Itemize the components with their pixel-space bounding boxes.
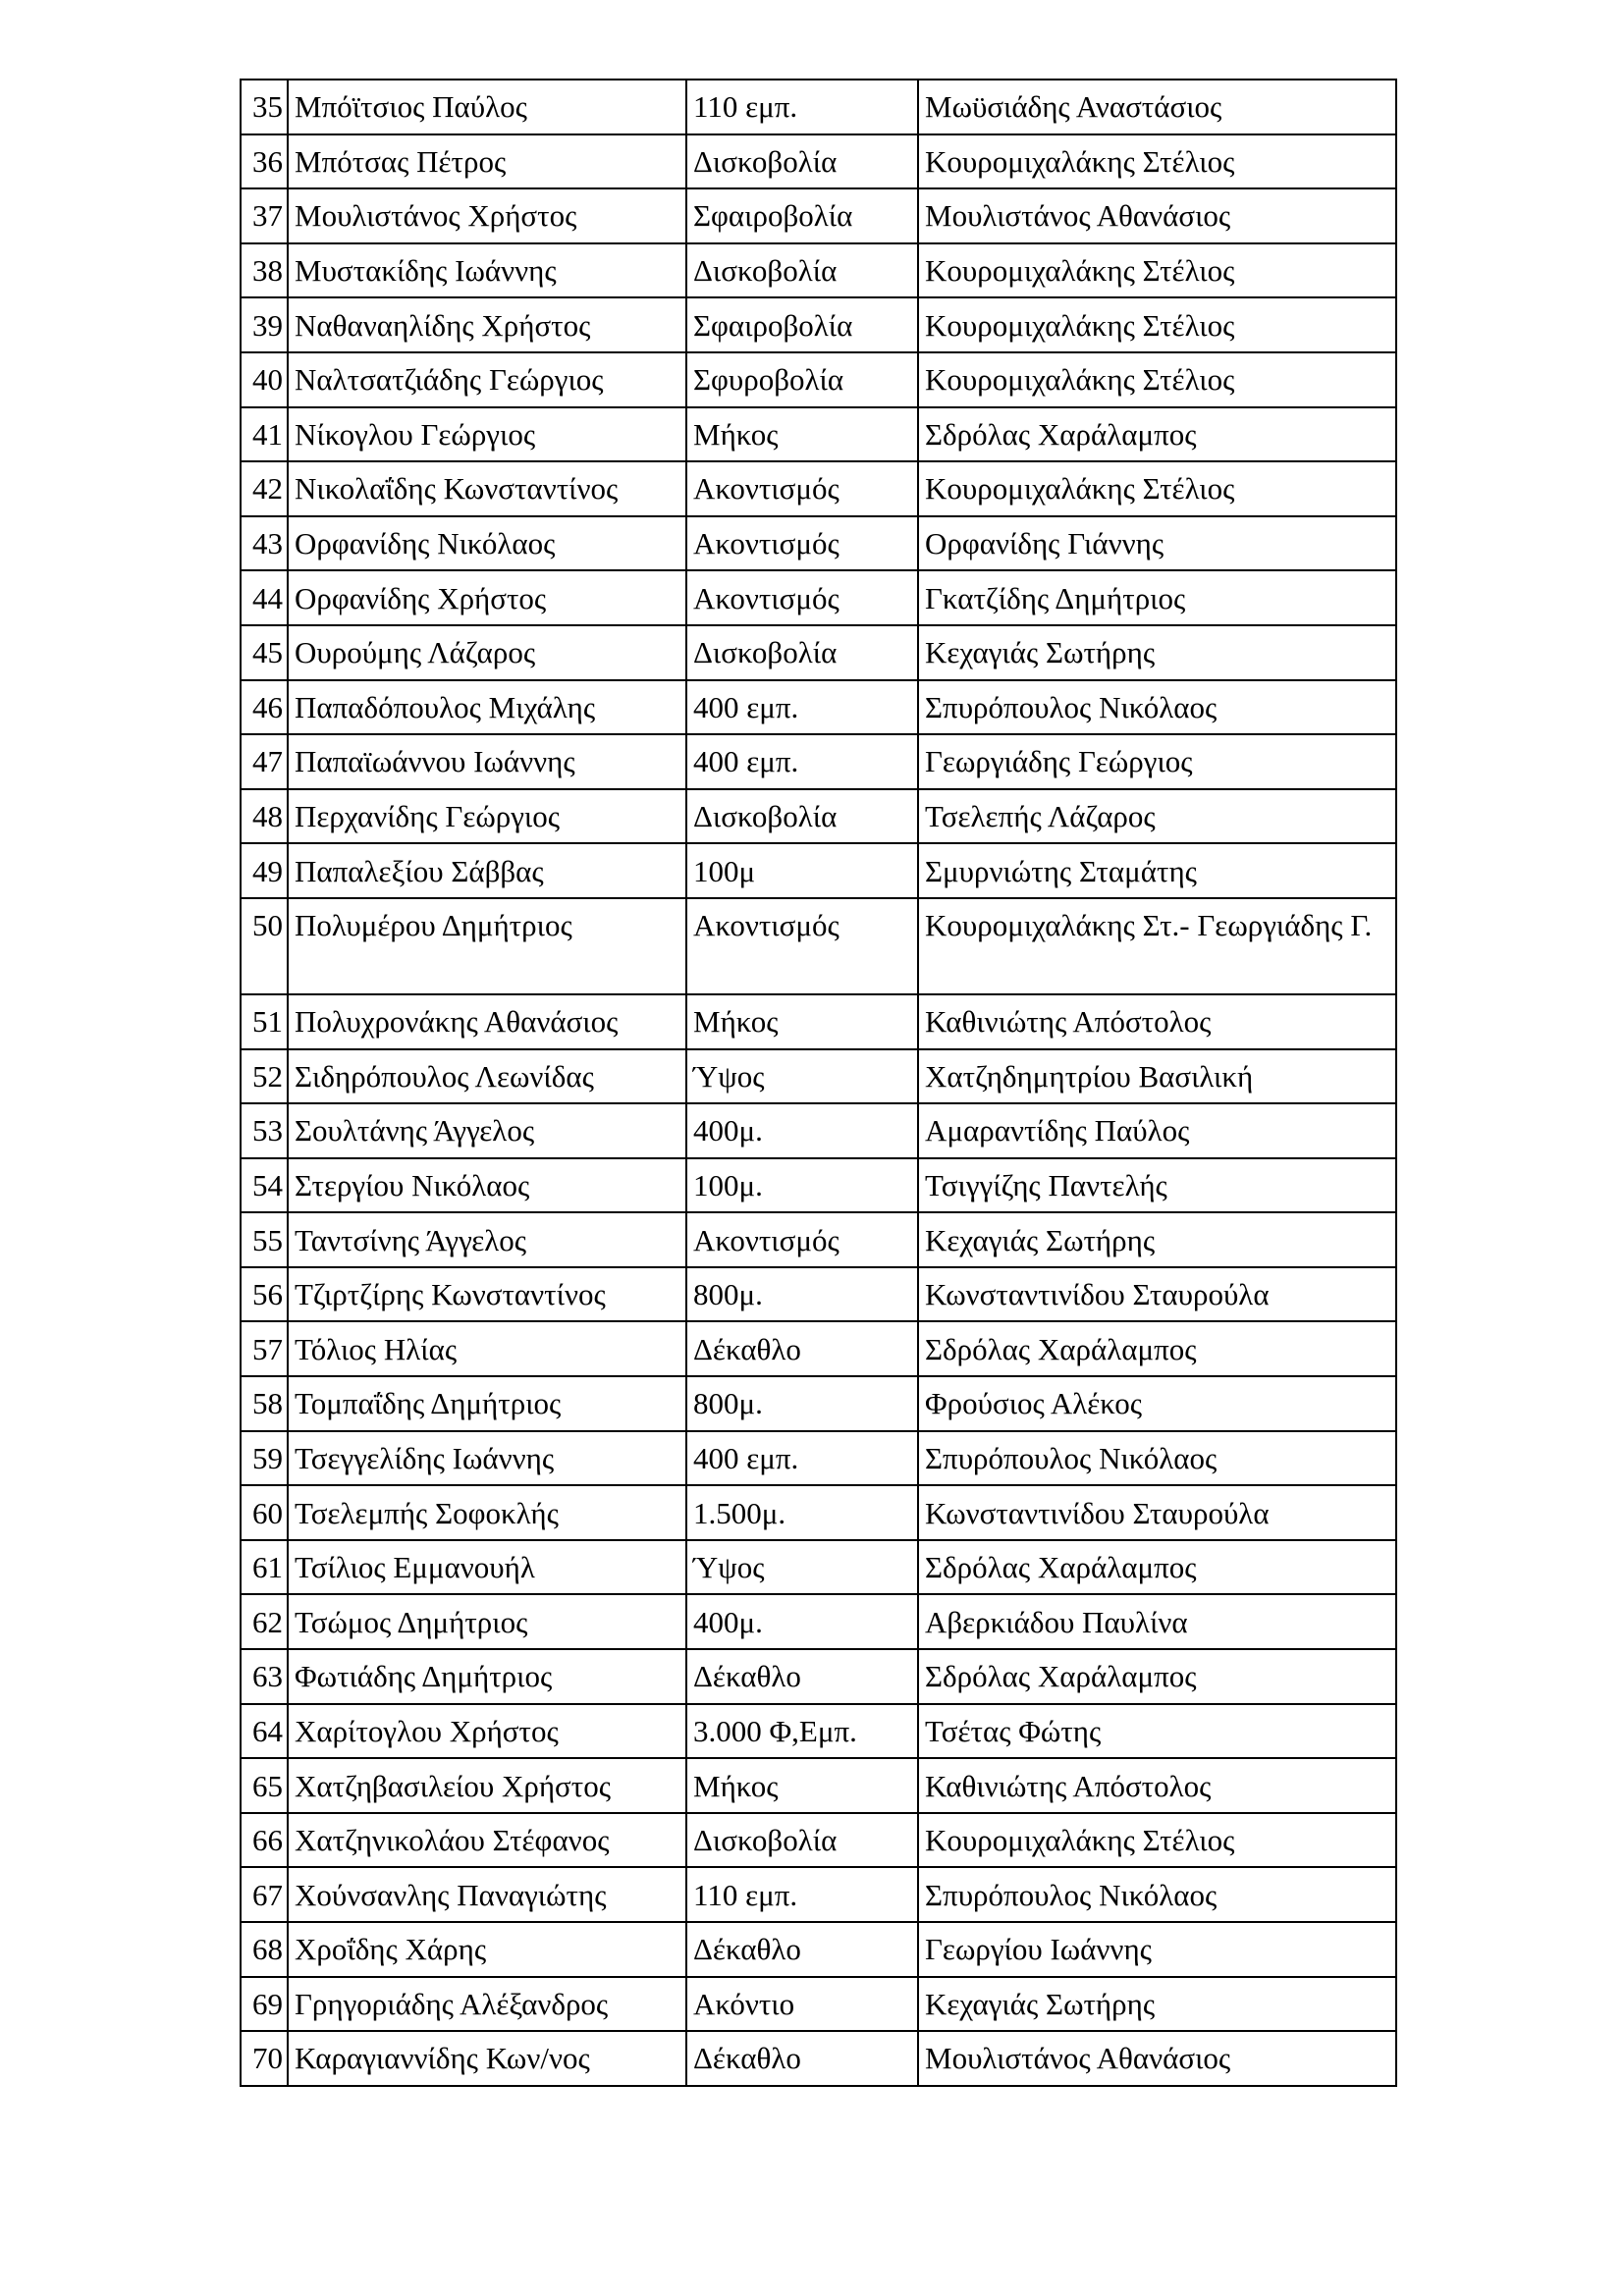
row-number: 56 [241, 1267, 288, 1322]
athlete-name: Ουρούμης Λάζαρος [288, 625, 686, 680]
athletes-table [240, 79, 1397, 2087]
coach-name: Τσελεπής Λάζαρος [918, 789, 1396, 844]
event-name: 1.500μ. [686, 1485, 918, 1540]
athlete-name: Τσελεμπής Σοφοκλής [288, 1485, 686, 1540]
coach-name: Κουρομιχαλάκης Στέλιος [918, 243, 1396, 298]
table-row [241, 1267, 1396, 1322]
row-number: 63 [241, 1649, 288, 1704]
athlete-name: Παπαϊωάννου Ιωάννης [288, 734, 686, 789]
row-number: 42 [241, 461, 288, 516]
table-row [241, 1485, 1396, 1540]
event-name: 3.000 Φ,Εμπ. [686, 1704, 918, 1759]
athlete-name: Ταντσίνης Άγγελος [288, 1212, 686, 1267]
athlete-name: Τζιρτζίρης Κωνσταντίνος [288, 1267, 686, 1322]
athlete-name: Πολυμέρου Δημήτριος [288, 898, 686, 994]
table-row [241, 1321, 1396, 1376]
table-row [241, 1212, 1396, 1267]
event-name: Δέκαθλο [686, 1649, 918, 1704]
table-row [241, 1540, 1396, 1595]
event-name: 100μ. [686, 1158, 918, 1213]
event-name: Ακοντισμός [686, 516, 918, 571]
row-number: 69 [241, 1977, 288, 2032]
coach-name: Σπυρόπουλος Νικόλαος [918, 1867, 1396, 1922]
table-row [241, 1594, 1396, 1649]
event-name: Ύψος [686, 1049, 918, 1104]
table-row [241, 1431, 1396, 1486]
table-row [241, 1922, 1396, 1977]
row-number: 50 [241, 898, 288, 994]
athlete-name: Περχανίδης Γεώργιος [288, 789, 686, 844]
coach-name: Σδρόλας Χαράλαμπος [918, 407, 1396, 462]
table-row [241, 680, 1396, 735]
event-name: Ακόντιο [686, 1977, 918, 2032]
coach-name: Κωνσταντινίδου Σταυρούλα [918, 1485, 1396, 1540]
coach-name: Κουρομιχαλάκης Στ.- Γεωργιάδης Γ. [918, 898, 1396, 994]
event-name: Δέκαθλο [686, 1321, 918, 1376]
coach-name: Κωνσταντινίδου Σταυρούλα [918, 1267, 1396, 1322]
event-name: Δέκαθλο [686, 2031, 918, 2086]
table-row [241, 516, 1396, 571]
athlete-name: Χούνσανλης Παναγιώτης [288, 1867, 686, 1922]
event-name: 800μ. [686, 1267, 918, 1322]
row-number: 43 [241, 516, 288, 571]
event-name: Δέκαθλο [686, 1922, 918, 1977]
row-number: 52 [241, 1049, 288, 1104]
event-name: Ακοντισμός [686, 1212, 918, 1267]
table-row [241, 1758, 1396, 1813]
coach-name: Σπυρόπουλος Νικόλαος [918, 1431, 1396, 1486]
coach-name: Σπυρόπουλος Νικόλαος [918, 680, 1396, 735]
row-number: 54 [241, 1158, 288, 1213]
coach-name: Αβερκιάδου Παυλίνα [918, 1594, 1396, 1649]
athlete-name: Παπαλεξίου Σάββας [288, 843, 686, 898]
row-number: 41 [241, 407, 288, 462]
coach-name: Κουρομιχαλάκης Στέλιος [918, 461, 1396, 516]
row-number: 60 [241, 1485, 288, 1540]
athlete-name: Ναλτσατζιάδης Γεώργιος [288, 352, 686, 407]
athlete-name: Μπότσας Πέτρος [288, 134, 686, 189]
row-number: 44 [241, 570, 288, 625]
athlete-name: Μουλιστάνος Χρήστος [288, 188, 686, 243]
athlete-name: Σιδηρόπουλος Λεωνίδας [288, 1049, 686, 1104]
row-number: 65 [241, 1758, 288, 1813]
row-number: 45 [241, 625, 288, 680]
event-name: Ύψος [686, 1540, 918, 1595]
row-number: 48 [241, 789, 288, 844]
athlete-name: Στεργίου Νικόλαος [288, 1158, 686, 1213]
row-number: 49 [241, 843, 288, 898]
event-name: 400μ. [686, 1103, 918, 1158]
table-row [241, 461, 1396, 516]
coach-name: Γκατζίδης Δημήτριος [918, 570, 1396, 625]
event-name: Μήκος [686, 407, 918, 462]
athlete-name: Γρηγοριάδης Αλέξανδρος [288, 1977, 686, 2032]
athlete-name: Καραγιαννίδης Κων/νος [288, 2031, 686, 2086]
row-number: 58 [241, 1376, 288, 1431]
athlete-name: Μυστακίδης Ιωάννης [288, 243, 686, 298]
row-number: 68 [241, 1922, 288, 1977]
table-row [241, 134, 1396, 189]
table-row [241, 1049, 1396, 1104]
coach-name: Ορφανίδης Γιάννης [918, 516, 1396, 571]
row-number: 57 [241, 1321, 288, 1376]
event-name: 110 εμπ. [686, 1867, 918, 1922]
athlete-name: Πολυχρονάκης Αθανάσιος [288, 994, 686, 1049]
coach-name: Μουλιστάνος Αθανάσιος [918, 2031, 1396, 2086]
athlete-name: Ορφανίδης Χρήστος [288, 570, 686, 625]
athlete-name: Σουλτάνης Άγγελος [288, 1103, 686, 1158]
event-name: 400μ. [686, 1594, 918, 1649]
row-number: 61 [241, 1540, 288, 1595]
event-name: Μήκος [686, 994, 918, 1049]
table-row [241, 843, 1396, 898]
table-row [241, 570, 1396, 625]
table-row [241, 1977, 1396, 2032]
athlete-name: Χατζηβασιλείου Χρήστος [288, 1758, 686, 1813]
coach-name: Κουρομιχαλάκης Στέλιος [918, 352, 1396, 407]
table-row [241, 1376, 1396, 1431]
table-row [241, 1158, 1396, 1213]
event-name: Ακοντισμός [686, 570, 918, 625]
table-row [241, 243, 1396, 298]
row-number: 36 [241, 134, 288, 189]
event-name: Δισκοβολία [686, 625, 918, 680]
row-number: 35 [241, 80, 288, 134]
coach-name: Κεχαγιάς Σωτήρης [918, 1212, 1396, 1267]
row-number: 37 [241, 188, 288, 243]
table-row [241, 188, 1396, 243]
athlete-name: Χροΐδης Χάρης [288, 1922, 686, 1977]
athlete-name: Τομπαΐδης Δημήτριος [288, 1376, 686, 1431]
row-number: 70 [241, 2031, 288, 2086]
table-row [241, 734, 1396, 789]
row-number: 62 [241, 1594, 288, 1649]
event-name: 800μ. [686, 1376, 918, 1431]
table-row [241, 297, 1396, 352]
coach-name: Τσέτας Φώτης [918, 1704, 1396, 1759]
event-name: 100μ [686, 843, 918, 898]
event-name: 400 εμπ. [686, 734, 918, 789]
event-name: Σφαιροβολία [686, 297, 918, 352]
table-row [241, 1704, 1396, 1759]
table-row [241, 994, 1396, 1049]
table-row [241, 1649, 1396, 1704]
event-name: 400 εμπ. [686, 680, 918, 735]
table-row [241, 1103, 1396, 1158]
row-number: 47 [241, 734, 288, 789]
row-number: 39 [241, 297, 288, 352]
row-number: 38 [241, 243, 288, 298]
event-name: Δισκοβολία [686, 789, 918, 844]
table-row [241, 1813, 1396, 1868]
coach-name: Αμαραντίδης Παύλος [918, 1103, 1396, 1158]
event-name: Δισκοβολία [686, 134, 918, 189]
row-number: 46 [241, 680, 288, 735]
coach-name: Γεωργιάδης Γεώργιος [918, 734, 1396, 789]
row-number: 40 [241, 352, 288, 407]
athlete-name: Τσίλιος Εμμανουήλ [288, 1540, 686, 1595]
coach-name: Σδρόλας Χαράλαμπος [918, 1540, 1396, 1595]
athlete-name: Τσώμος Δημήτριος [288, 1594, 686, 1649]
event-name: Μήκος [686, 1758, 918, 1813]
event-name: Δισκοβολία [686, 243, 918, 298]
table-row [241, 407, 1396, 462]
coach-name: Κουρομιχαλάκης Στέλιος [918, 1813, 1396, 1868]
table-row [241, 2031, 1396, 2086]
table-row [241, 1867, 1396, 1922]
row-number: 66 [241, 1813, 288, 1868]
coach-name: Γεωργίου Ιωάννης [918, 1922, 1396, 1977]
coach-name: Σμυρνιώτης Σταμάτης [918, 843, 1396, 898]
coach-name: Κουρομιχαλάκης Στέλιος [918, 297, 1396, 352]
athlete-name: Τόλιος Ηλίας [288, 1321, 686, 1376]
athlete-name: Φωτιάδης Δημήτριος [288, 1649, 686, 1704]
athlete-name: Ναθαναηλίδης Χρήστος [288, 297, 686, 352]
event-name: Σφυροβολία [686, 352, 918, 407]
table-row [241, 352, 1396, 407]
coach-name: Κουρομιχαλάκης Στέλιος [918, 134, 1396, 189]
coach-name: Τσιγγίζης Παντελής [918, 1158, 1396, 1213]
row-number: 64 [241, 1704, 288, 1759]
coach-name: Κεχαγιάς Σωτήρης [918, 625, 1396, 680]
athlete-name: Παπαδόπουλος Μιχάλης [288, 680, 686, 735]
row-number: 51 [241, 994, 288, 1049]
event-name: 110 εμπ. [686, 80, 918, 134]
row-number: 67 [241, 1867, 288, 1922]
coach-name: Μωϋσιάδης Αναστάσιος [918, 80, 1396, 134]
athlete-name: Νικολαΐδης Κωνσταντίνος [288, 461, 686, 516]
table-body [241, 80, 1396, 2086]
athlete-name: Ορφανίδης Νικόλαος [288, 516, 686, 571]
coach-name: Μουλιστάνος Αθανάσιος [918, 188, 1396, 243]
athlete-name: Χατζηνικολάου Στέφανος [288, 1813, 686, 1868]
row-number: 59 [241, 1431, 288, 1486]
coach-name: Σδρόλας Χαράλαμπος [918, 1649, 1396, 1704]
event-name: 400 εμπ. [686, 1431, 918, 1486]
athlete-name: Χαρίτογλου Χρήστος [288, 1704, 686, 1759]
event-name: Σφαιροβολία [686, 188, 918, 243]
table-row [241, 898, 1396, 994]
event-name: Δισκοβολία [686, 1813, 918, 1868]
coach-name: Χατζηδημητρίου Βασιλική [918, 1049, 1396, 1104]
event-name: Ακοντισμός [686, 898, 918, 994]
athlete-name: Τσεγγελίδης Ιωάννης [288, 1431, 686, 1486]
table-row [241, 789, 1396, 844]
coach-name: Κεχαγιάς Σωτήρης [918, 1977, 1396, 2032]
event-name: Ακοντισμός [686, 461, 918, 516]
coach-name: Σδρόλας Χαράλαμπος [918, 1321, 1396, 1376]
coach-name: Καθινιώτης Απόστολος [918, 994, 1396, 1049]
table-row [241, 625, 1396, 680]
athlete-name: Νίκογλου Γεώργιος [288, 407, 686, 462]
table-row [241, 80, 1396, 134]
athlete-name: Μπόϊτσιος Παύλος [288, 80, 686, 134]
coach-name: Φρούσιος Αλέκος [918, 1376, 1396, 1431]
coach-name: Καθινιώτης Απόστολος [918, 1758, 1396, 1813]
row-number: 53 [241, 1103, 288, 1158]
row-number: 55 [241, 1212, 288, 1267]
